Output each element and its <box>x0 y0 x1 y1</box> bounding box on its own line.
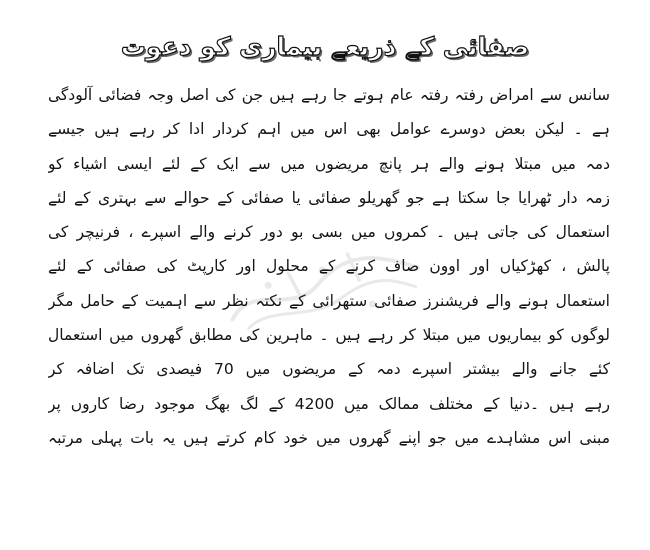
article-body <box>48 78 610 455</box>
article-line: استعمال کی جاتی ہیں ۔ کمروں میں بسی بو دور کرنے والے اسپرے ، فرنیچر کی <box>48 223 610 242</box>
article-line: مبنی اس مشاہدے میں جو اپنے گھروں میں خود کام کرتے ہیں یہ بات پہلی مرتبہ <box>48 428 610 447</box>
article-line: رہے ہیں ۔دنیا کے مختلف ممالک میں 4200 کے لگ بھگ موجود رضا کاروں پر <box>48 394 610 413</box>
article-line: استعمال ہونے والے فریشنرز صفائی ستھرائی کے نکتہ نظر سے اہمیت کے حامل مگر <box>48 291 610 310</box>
article-line: پالش ، کھڑکیاں اور اوون صاف کرنے کے محلول اور کارپٹ کی صفائی کے لئے <box>48 257 610 276</box>
article-line: لوگوں کو بیماریوں میں مبتلا کر رہے ہیں ۔ ماہرین کی مطابق گھروں میں استعمال <box>48 326 610 345</box>
article-line: سانس سے امراض رفتہ رفتہ عام ہوتے جا رہے ہیں جن کی اصل وجہ فضائی آلودگی <box>48 86 610 104</box>
article-line: دمہ میں مبتلا ہونے والے ہر پانچ مریضوں میں سے ایک کے لئے ایسی اشیاء کو <box>48 154 610 173</box>
article-line: کئے جانے والے بیشتر اسپرے دمہ کے مریضوں میں 70 فیصدی تک اضافہ کر <box>48 360 610 379</box>
article-line: ہے ۔ لیکن بعض دوسرے عوامل بھی اس میں اہم کردار ادا کر رہے ہیں جیسے <box>48 120 610 139</box>
article-line: زمہ دار ٹھرایا جا سکتا ہے جو گھریلو صفائی یا صفائی کے حوالے سے بہتری کے لئے <box>48 188 610 207</box>
article-title: صفائی کے ذریعے بیماری کو دعوت <box>120 32 530 61</box>
